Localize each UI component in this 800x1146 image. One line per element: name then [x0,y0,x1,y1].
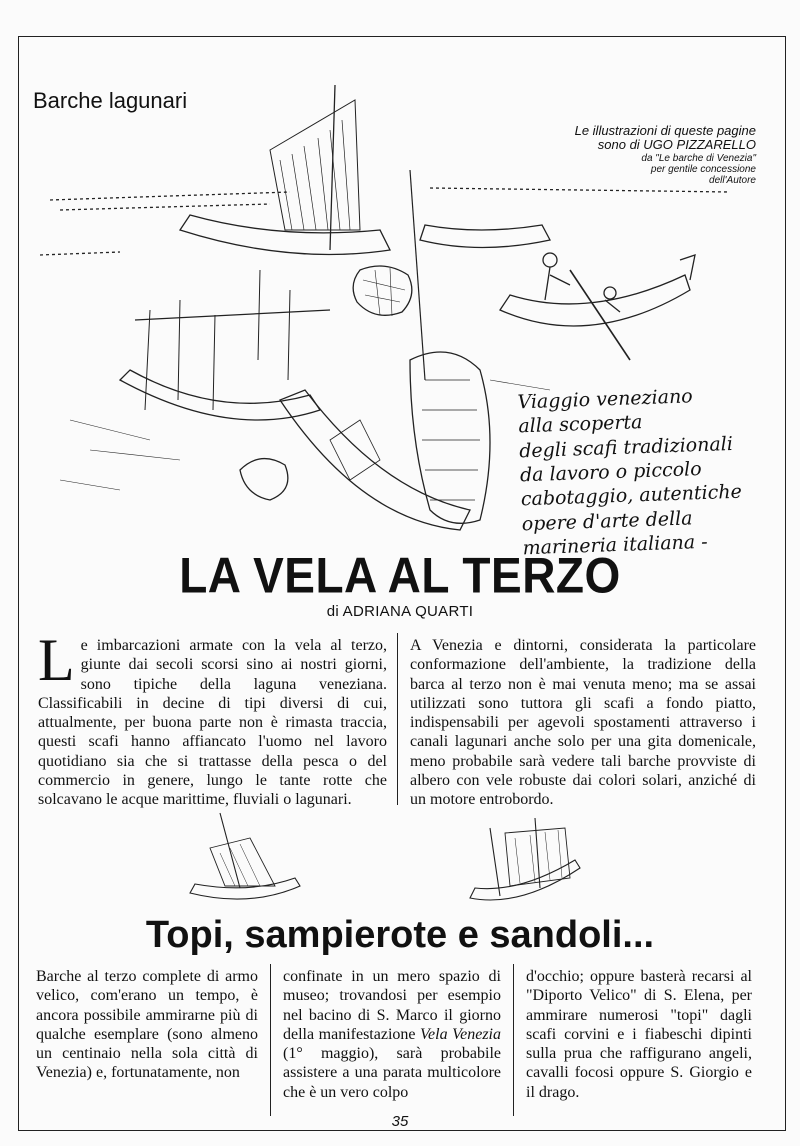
page-number: 35 [391,1113,409,1130]
section-subtitle: Topi, sampierote e sandoli... [145,914,655,956]
article-title: LA VELA AL TERZO [179,546,621,604]
column-divider [270,964,271,1116]
column-divider [397,633,398,805]
credit-line: per gentile concessione [650,163,756,175]
section2-text: (1° maggio), sarà probabile assistere a una parata multicolore che è un vero colpo [283,1045,501,1101]
section2-column-2 [283,967,501,1102]
credit-line: Le illustrazioni di queste pagine [574,123,756,138]
section2-column-1: Barche al terzo complete di armo velico, com'erano un tempo, è ancora possibile ammirarne più di qualche esemplare (sono almeno un centinaio nella sola città di Venezia) e, fortunatamente, non [36,968,258,1082]
small-boats-illustration [180,808,600,918]
event-name: Vela Venezia [420,1025,501,1043]
note-line: alla scoperta [517,411,643,438]
intro-column-2: A Venezia e dintorni, considerata la particolare conformazione dell'ambiente, la tradizione della barca al terzo non è mai venuta meno; ma se assai utilizzati sono tuttora gli scafi a fondo piatto, indispensabili per agevoli spostamenti attraverso i canali lagunari anche solo per una gita domenicale, meno probabile sarà vedere tali barche provviste di albero con vele robuste dai colori solari, anziché di un motore entrobordo. [410,637,756,809]
intro-text-1: e imbarcazioni armate con la vela al terzo, giunte dai secoli scorsi sino ai nostri giorni, sono tipiche della laguna veneziana. Classificabili in decine di tipi diversi di cui, attualmente, per buona parte non è rimasta traccia, questi scafi hanno affiancato l'uomo nel lavoro quotidiano sia che si trattasse della pesca o del commercio in genere, lungo le tante rotte che solcavano le acque marittime, fluviali o lagunari. [38,637,387,809]
column-divider [513,964,514,1116]
note-line: marineria italiana - [522,530,708,560]
credit-line: sono di UGO PIZZARELLO [597,137,756,153]
drop-cap: L [38,627,75,693]
note-line: cabotaggio, autentiche [520,480,743,511]
note-line: opere d'arte della [521,506,693,535]
intro-column-1 [38,627,387,810]
note-line: Viaggio veneziano [517,385,694,414]
note-line: da lavoro o piccolo [519,457,702,487]
note-line: degli scafi tradizionali [518,432,734,462]
handwritten-note [517,382,773,561]
section2-text: confinate in un mero spazio di museo; trovandosi per esempio nel bacino di S. Marco il giorno della manifestazione [283,968,501,1043]
credit-line: dell'Autore [709,174,756,186]
credit-line: da "Le barche di Venezia" [641,152,756,164]
illustration-credit [575,124,756,186]
byline: di ADRIANA QUARTI [326,603,474,620]
section-label: Barche lagunari [33,88,188,113]
section2-column-3: d'occhio; oppure basterà recarsi al "Diporto Velico" di S. Elena, per ammirare numerosi "topi" dagli scafi corvini e i fiabeschi dipinti sulla prua che raffigurano angeli, cavalli focosi oppure S. Giorgio e il drago. [526,968,752,1101]
